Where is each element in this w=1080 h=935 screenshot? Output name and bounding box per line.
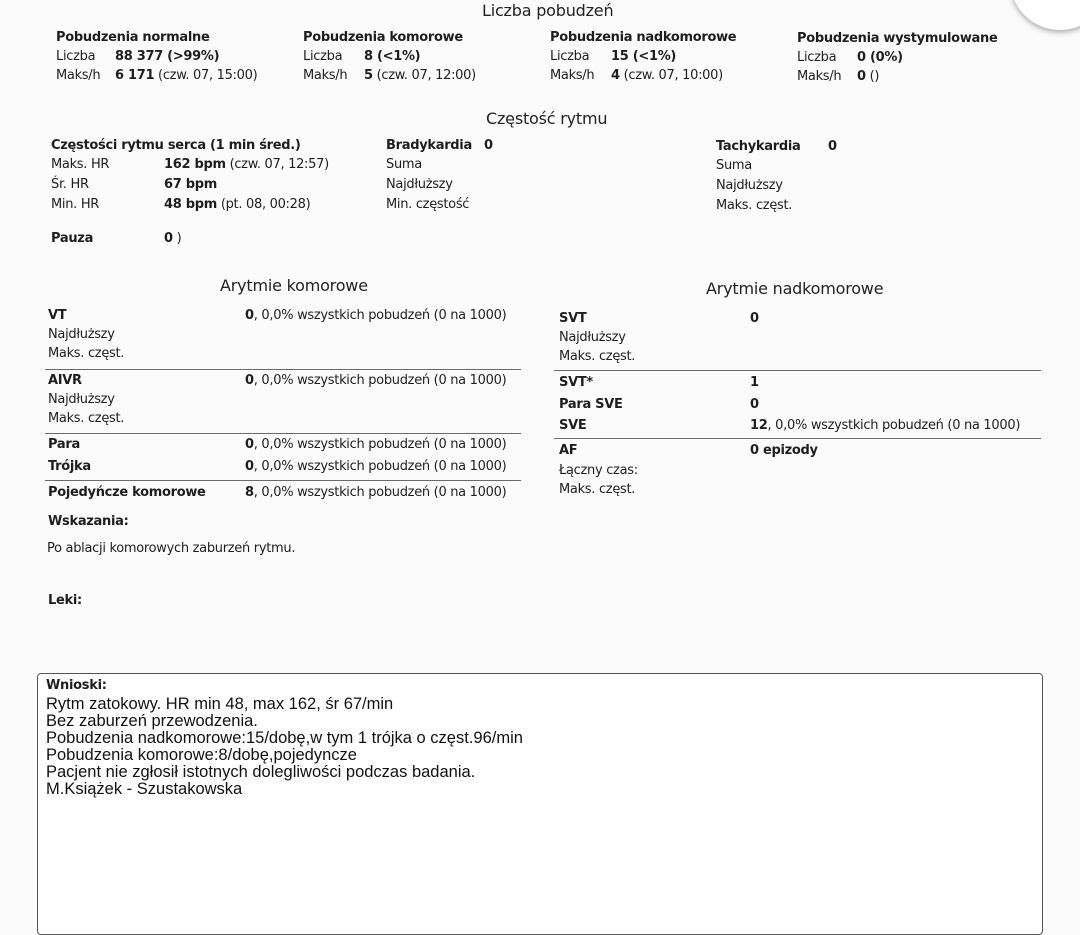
para-detail: , 0,0% wszystkich pobudzeń (0 na 1000): [253, 437, 507, 452]
af-max-rate-label: Maks. częst.: [559, 482, 636, 497]
medications-heading: Leki:: [48, 593, 82, 608]
min-hr-label: Min. HR: [51, 197, 100, 212]
beats-supraventricular-count-label: Liczba: [550, 49, 590, 64]
rhythm-section-title: Częstość rytmu: [486, 109, 608, 128]
conclusions-line: Rytm zatokowy. HR min 48, max 162, śr 67/min: [46, 695, 394, 713]
conclusions-line: Pacjent nie zgłosił istotnych dolegliwości podczas badania.: [46, 763, 476, 781]
min-hr-detail: (pt. 08, 00:28): [216, 197, 311, 212]
conclusions-line: Pobudzenia komorowe:8/dobę,pojedyncze: [46, 746, 357, 764]
divider: [554, 370, 1041, 371]
sve-value: 12: [750, 418, 768, 433]
af-label: AF: [559, 443, 578, 458]
avg-hr-value: 67 bpm: [164, 177, 217, 192]
beats-ventricular-max-detail: (czw. 07, 12:00): [372, 68, 476, 83]
svt-label: SVT: [559, 311, 587, 326]
min-hr-value: 48 bpm: [164, 197, 217, 212]
max-hr-value: 162 bpm: [164, 157, 226, 172]
sve-label: SVE: [559, 418, 587, 433]
tachycardia-longest-label: Najdłuższy: [716, 178, 783, 193]
aivr-detail: , 0,0% wszystkich pobudzeń (0 na 1000): [253, 373, 507, 388]
conclusions-text: [46, 696, 523, 798]
conclusions-line: Bez zaburzeń przewodzenia.: [46, 712, 258, 730]
vt-longest-label: Najdłuższy: [48, 327, 115, 342]
aivr-longest-label: Najdłuższy: [48, 392, 115, 407]
max-hr-detail: (czw. 07, 12:57): [225, 157, 329, 172]
indications-heading: Wskazania:: [48, 514, 129, 529]
max-hr-label: Maks. HR: [51, 157, 110, 172]
bradycardia-value: 0: [484, 138, 493, 153]
indications-text: Po ablacji komorowych zaburzeń rytmu.: [47, 541, 296, 556]
beats-ventricular-max-label: Maks/h: [303, 68, 348, 83]
bradycardia-sum-label: Suma: [386, 157, 422, 172]
tachycardia-heading: Tachykardia: [716, 139, 801, 154]
beats-paced-count-value: 0 (0%): [857, 50, 903, 65]
single-ventricular-value: 8: [245, 485, 254, 500]
conclusions-box: [37, 673, 1043, 935]
pause-suffix: ): [172, 231, 182, 246]
divider: [45, 369, 521, 370]
vt-value: 0: [245, 308, 254, 323]
para-sve-value: 0: [750, 397, 759, 412]
para-value: 0: [245, 437, 254, 452]
trojka-label: Trójka: [48, 459, 91, 474]
beats-section-title: Liczba pobudzeń: [482, 1, 614, 20]
trojka-value: 0: [245, 459, 254, 474]
single-ventricular-detail: , 0,0% wszystkich pobudzeń (0 na 1000): [253, 485, 507, 500]
beats-paced-heading: Pobudzenia wystymulowane: [797, 31, 998, 46]
beats-normal-count-label: Liczba: [56, 49, 96, 64]
vt-label: VT: [48, 308, 67, 323]
af-value: 0 epizody: [750, 443, 818, 458]
divider: [554, 438, 1041, 439]
svt-value: 0: [750, 311, 759, 326]
bradycardia-longest-label: Najdłuższy: [386, 177, 453, 192]
svt-max-rate-label: Maks. częst.: [559, 349, 636, 364]
tachycardia-value: 0: [828, 139, 837, 154]
beats-paced-count-label: Liczba: [797, 50, 837, 65]
divider: [45, 480, 521, 481]
beats-paced-max-detail: (): [865, 69, 880, 84]
para-label: Para: [48, 437, 80, 452]
floating-overlay-button[interactable]: [1010, 0, 1080, 30]
vt-detail: , 0,0% wszystkich pobudzeń (0 na 1000): [253, 308, 507, 323]
aivr-value: 0: [245, 373, 254, 388]
beats-normal-max-value: 6 171: [115, 68, 155, 83]
vt-max-rate-label: Maks. częst.: [48, 346, 125, 361]
heart-rate-heading: Częstości rytmu serca (1 min śred.): [51, 138, 301, 153]
conclusions-signature: M.Książek - Szustakowska: [46, 780, 243, 798]
beats-normal-max-label: Maks/h: [56, 68, 101, 83]
aivr-max-rate-label: Maks. częst.: [48, 411, 125, 426]
beats-ventricular-count-value: 8 (<1%): [364, 49, 421, 64]
beats-paced-max-label: Maks/h: [797, 69, 842, 84]
bradycardia-heading: Bradykardia: [386, 138, 472, 153]
tachycardia-sum-label: Suma: [716, 158, 752, 173]
svt-star-value: 1: [750, 375, 759, 390]
tachycardia-max-rate-label: Maks. częst.: [716, 198, 793, 213]
ventricular-section-title: Arytmie komorowe: [220, 276, 368, 295]
beats-supraventricular-count-value: 15 (<1%): [611, 49, 677, 64]
bradycardia-min-rate-label: Min. częstość: [386, 197, 470, 212]
beats-normal-max-detail: (czw. 07, 15:00): [154, 68, 258, 83]
beats-ventricular-count-label: Liczba: [303, 49, 343, 64]
supraventricular-section-title: Arytmie nadkomorowe: [706, 279, 884, 298]
beats-supraventricular-max-label: Maks/h: [550, 68, 595, 83]
conclusions-heading: Wnioski:: [46, 678, 107, 693]
sve-detail: , 0,0% wszystkich pobudzeń (0 na 1000): [767, 418, 1021, 433]
svt-longest-label: Najdłuższy: [559, 330, 626, 345]
beats-ventricular-max-value: 5: [364, 68, 373, 83]
beats-ventricular-heading: Pobudzenia komorowe: [303, 30, 463, 45]
beats-paced-max-value: 0: [857, 69, 866, 84]
single-ventricular-label: Pojedyńcze komorowe: [48, 485, 206, 500]
af-total-time-label: Łączny czas:: [559, 463, 638, 478]
beats-supraventricular-heading: Pobudzenia nadkomorowe: [550, 30, 737, 45]
pause-label: Pauza: [51, 231, 94, 246]
beats-supraventricular-max-value: 4: [611, 68, 620, 83]
beats-supraventricular-max-detail: (czw. 07, 10:00): [619, 68, 723, 83]
svt-star-label: SVT*: [559, 375, 593, 390]
divider: [45, 433, 521, 434]
conclusions-line: Pobudzenia nadkomorowe:15/dobę,w tym 1 trójka o częst.96/min: [46, 729, 523, 747]
beats-normal-count-value: 88 377 (>99%): [115, 49, 220, 64]
beats-normal-heading: Pobudzenia normalne: [56, 30, 210, 45]
avg-hr-label: Śr. HR: [51, 177, 89, 192]
aivr-label: AIVR: [48, 373, 82, 388]
para-sve-label: Para SVE: [559, 397, 623, 412]
trojka-detail: , 0,0% wszystkich pobudzeń (0 na 1000): [253, 459, 507, 474]
pause-value: 0: [164, 231, 173, 246]
